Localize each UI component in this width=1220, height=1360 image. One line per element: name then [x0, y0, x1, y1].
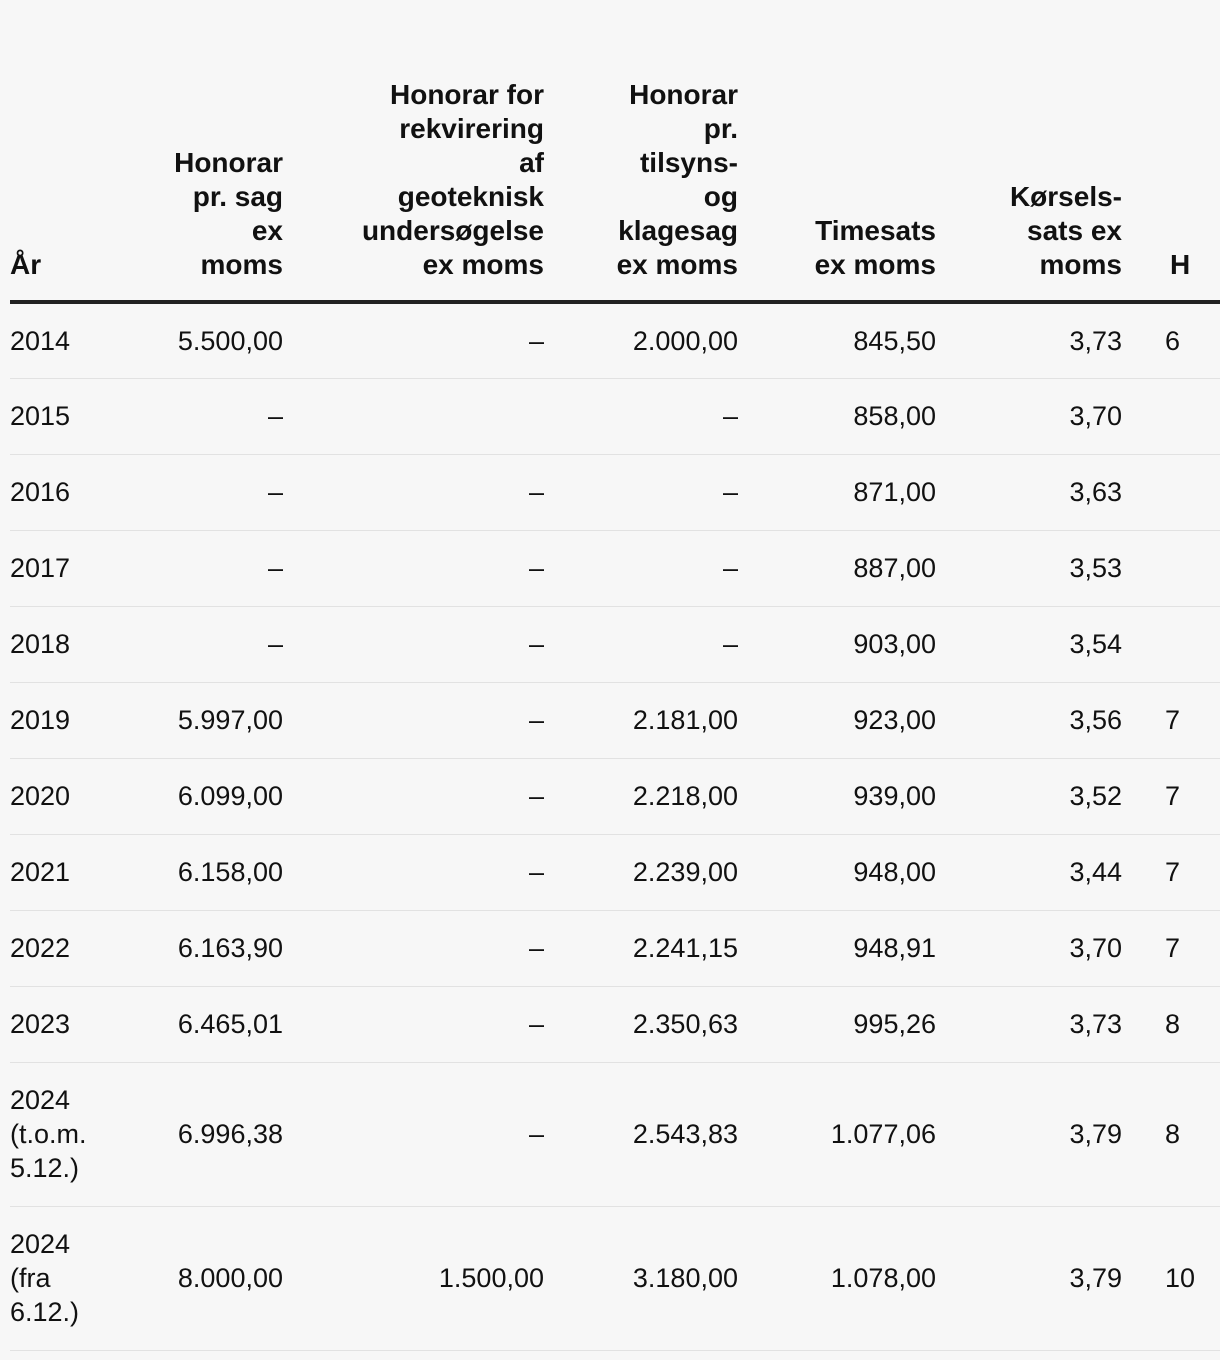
cell-fee-per-case: 6.996,38 — [120, 1062, 283, 1206]
table-row — [10, 682, 1220, 758]
cell-year: 2024 (fra 6.12.) — [10, 1206, 120, 1350]
header-row — [10, 0, 1220, 302]
cell-mileage-rate: 3,54 — [936, 606, 1122, 682]
table-row — [10, 454, 1220, 530]
cell-mileage-rate: 3,63 — [936, 454, 1122, 530]
cell-hourly-rate: 939,00 — [738, 758, 936, 834]
cell-hourly-rate: 995,26 — [738, 986, 936, 1062]
table-row — [10, 302, 1220, 378]
cell-truncated-column: 6 — [1122, 302, 1220, 378]
cell-year: 2014 — [10, 302, 120, 378]
cell-hourly-rate: 858,00 — [738, 378, 936, 454]
cell-fee-geotechnical: – — [283, 1062, 544, 1206]
cell-mileage-rate: 3,52 — [936, 758, 1122, 834]
cell-mileage-rate: 3,44 — [936, 834, 1122, 910]
cell-fee-per-case: 5.997,00 — [120, 682, 283, 758]
cell-mileage-rate: 3,79 — [936, 1206, 1122, 1350]
cell-hourly-rate: 845,50 — [738, 302, 936, 378]
cell-mileage-rate: 3,73 — [936, 986, 1122, 1062]
cell-fee-per-case: 5.500,00 — [120, 302, 283, 378]
cell-fee-per-case: – — [120, 378, 283, 454]
cell-truncated-column: 10 — [1122, 1206, 1220, 1350]
header-fee-geotechnical: Honorar for rekvirering af geoteknisk undersøgelse ex moms — [283, 0, 544, 302]
cell-mileage-rate: 3,73 — [936, 302, 1122, 378]
cell-truncated-column: 8 — [1122, 986, 1220, 1062]
cell-fee-supervision-complaint: – — [544, 530, 738, 606]
cell-mileage-rate: 3,56 — [936, 682, 1122, 758]
cell-fee-supervision-complaint: 2.350,63 — [544, 986, 738, 1062]
cell-fee-supervision-complaint: 2.000,00 — [544, 302, 738, 378]
cell-year: 2024 (t.o.m. 5.12.) — [10, 1062, 120, 1206]
cell-hourly-rate: 1.077,06 — [738, 1062, 936, 1206]
cell-fee-supervision-complaint: 2.543,83 — [544, 1062, 738, 1206]
cell-fee-per-case: 6.099,00 — [120, 758, 283, 834]
cell-fee-geotechnical: – — [283, 910, 544, 986]
header-truncated-column: H — [1122, 0, 1220, 302]
cell-year: 2016 — [10, 454, 120, 530]
cell-hourly-rate: 923,00 — [738, 682, 936, 758]
cell-fee-geotechnical: – — [283, 834, 544, 910]
cell-truncated-column — [1122, 454, 1220, 530]
table-row — [10, 1206, 1220, 1350]
table-row — [10, 910, 1220, 986]
cell-mileage-rate: 3,70 — [936, 378, 1122, 454]
table-row — [10, 758, 1220, 834]
cell-year: 2019 — [10, 682, 120, 758]
header-year: År — [10, 0, 120, 302]
cell-fee-supervision-complaint: – — [544, 378, 738, 454]
cell-fee-per-case: 6.465,01 — [120, 986, 283, 1062]
table-row — [10, 606, 1220, 682]
cell-hourly-rate: 887,00 — [738, 530, 936, 606]
cell-mileage-rate: 3,79 — [936, 1062, 1122, 1206]
cell-fee-per-case: 8.000,00 — [120, 1206, 283, 1350]
cell-mileage-rate: 3,53 — [936, 530, 1122, 606]
cell-fee-supervision-complaint: 2.241,15 — [544, 910, 738, 986]
cell-fee-geotechnical: – — [283, 606, 544, 682]
cell-fee-geotechnical: 1.500,00 — [283, 1206, 544, 1350]
cell-fee-supervision-complaint: 2.239,00 — [544, 834, 738, 910]
cell-year: 2021 — [10, 834, 120, 910]
cell-fee-geotechnical: – — [283, 986, 544, 1062]
cell-truncated-column: 8 — [1122, 1062, 1220, 1206]
cell-year: 2022 — [10, 910, 120, 986]
cell-year: 2015 — [10, 378, 120, 454]
cell-fee-geotechnical: – — [283, 758, 544, 834]
table-row — [10, 834, 1220, 910]
table-row — [10, 530, 1220, 606]
cell-hourly-rate: 903,00 — [738, 606, 936, 682]
cell-fee-supervision-complaint: – — [544, 454, 738, 530]
cell-fee-supervision-complaint: 2.218,00 — [544, 758, 738, 834]
table-row — [10, 378, 1220, 454]
header-fee-supervision-complaint: Honorar pr. tilsyns- og klagesag ex moms — [544, 0, 738, 302]
header-mileage-rate: Kørsels- sats ex moms — [936, 0, 1122, 302]
cell-truncated-column: 7 — [1122, 834, 1220, 910]
cell-year: 2018 — [10, 606, 120, 682]
cell-fee-geotechnical: – — [283, 454, 544, 530]
fee-table-container — [10, 0, 1220, 1360]
cell-year: 2023 — [10, 986, 120, 1062]
cell-truncated-column — [1122, 530, 1220, 606]
cell-fee-supervision-complaint: 3.180,00 — [544, 1206, 738, 1350]
cell-year: 2020 — [10, 758, 120, 834]
cell-truncated-column — [1122, 378, 1220, 454]
cell-fee-per-case: 6.163,90 — [120, 910, 283, 986]
cell-fee-supervision-complaint: – — [544, 606, 738, 682]
cell-fee-geotechnical — [283, 378, 544, 454]
table-row — [10, 986, 1220, 1062]
cell-truncated-column: 7 — [1122, 682, 1220, 758]
cell-fee-per-case: – — [120, 454, 283, 530]
cell-hourly-rate: 948,00 — [738, 834, 936, 910]
cell-truncated-column: 7 — [1122, 758, 1220, 834]
table-row — [10, 1062, 1220, 1206]
cell-fee-geotechnical: – — [283, 302, 544, 378]
cell-truncated-column — [1122, 606, 1220, 682]
cell-fee-supervision-complaint: 2.181,00 — [544, 682, 738, 758]
cell-fee-geotechnical: – — [283, 682, 544, 758]
header-hourly-rate: Timesats ex moms — [738, 0, 936, 302]
cell-hourly-rate: 871,00 — [738, 454, 936, 530]
cell-hourly-rate: 948,91 — [738, 910, 936, 986]
cell-hourly-rate: 1.078,00 — [738, 1206, 936, 1350]
cell-mileage-rate: 3,70 — [936, 910, 1122, 986]
header-fee-per-case: Honorar pr. sag ex moms — [120, 0, 283, 302]
cell-fee-geotechnical: – — [283, 530, 544, 606]
cell-truncated-column: 7 — [1122, 910, 1220, 986]
cell-fee-per-case: 6.158,00 — [120, 834, 283, 910]
fee-table — [10, 0, 1220, 1351]
cell-fee-per-case: – — [120, 606, 283, 682]
cell-year: 2017 — [10, 530, 120, 606]
cell-fee-per-case: – — [120, 530, 283, 606]
